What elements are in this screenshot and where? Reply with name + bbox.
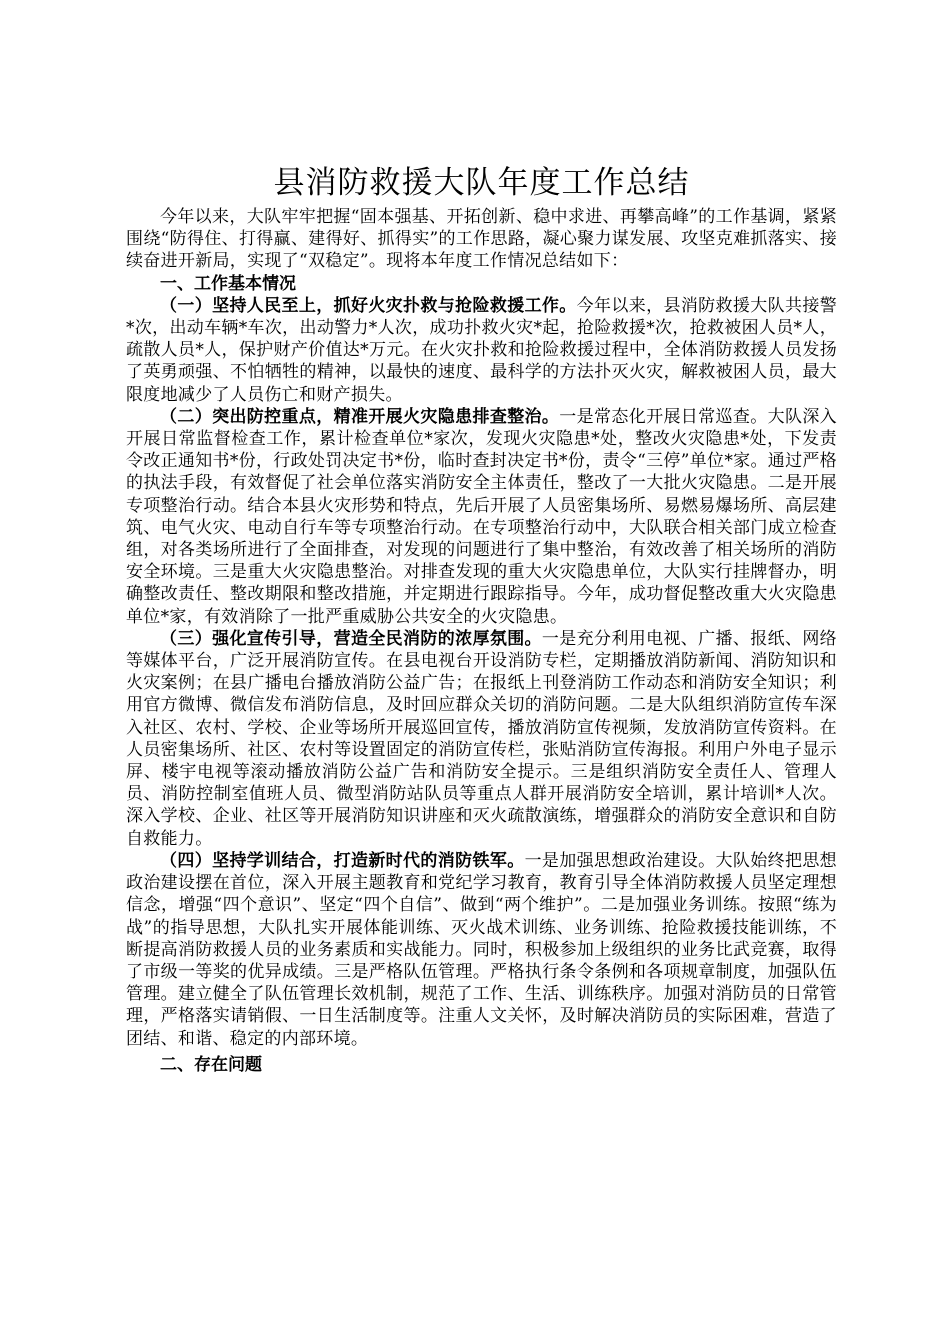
item-lead-1: （一）坚持人民至上，抓好火灾扑救与抢险救援工作。 xyxy=(160,295,577,316)
document-title: 县消防救援大队年度工作总结 xyxy=(273,165,690,201)
item-body-1: 今年以来，县消防救援大队共接警*次，出动车辆*车次，出动警力*人次，成功扑救火灾*起，抢险救援*次，抢救被困人员*人，疏散人员*人，保护财产价值达*万元。在火灾扑救和抢险救援过程中，全体消防救援人员发扬了英勇顽强、不怕牺牲的精神，以最快的速度、最科学的方法扑灭火灾，解救被困人员，最大限度地减少了人员伤亡和财产损失。 xyxy=(126,295,838,405)
item-body-3: 一是充分利用电视、广播、报纸、网络等媒体平台，广泛开展消防宣传。在县电视台开设消防专栏，定期播放消防新闻、消防知识和火灾案例；在县广播电台播放消防公益广告；在报纸上刊登消防工作动态和消防安全知识；利用官方微博、微信发布消防信息，及时回应群众关切的消防问题。二是大队组织消防宣传车深入社区、农村、学校、企业等场所开展巡回宣传，播放消防宣传视频，发放消防宣传资料。在人员密集场所、社区、农村等设置固定的消防宣传栏，张贴消防宣传海报。利用户外电子显示屏、楼宇电视等滚动播放消防公益广告和消防安全提示。三是组织消防安全责任人、管理人员、消防控制室值班人员、微型消防站队员等重点人群开展消防安全培训，累计培训*人次。深入学校、企业、社区等开展消防知识讲座和灭火疏散演练，增强群众的消防安全意识和自防自救能力。 xyxy=(126,628,837,849)
item-paragraph-3 xyxy=(126,628,837,850)
item-paragraph-2 xyxy=(126,406,837,628)
item-paragraph-1 xyxy=(126,295,837,406)
item-body-2: 一是常态化开展日常巡查。大队深入开展日常监督检查工作，累计检查单位*家次，发现火灾隐患*处，整改火灾隐患*处，下发责令改正通知书*份，行政处罚决定书*份，临时查封决定书*份，责令“三停”单位*家。通过严格的执法手段，有效督促了社会单位落实消防安全主体责任，整改了一大批火灾隐患。二是开展专项整治行动。结合本县火灾形势和特点，先后开展了人员密集场所、易燃易爆场所、高层建筑、电气火灾、电动自行车等专项整治行动。在专项整治行动中，大队联合相关部门成立检查组，对各类场所进行了全面排查，对发现的问题进行了集中整治，有效改善了相关场所的消防安全环境。三是重大火灾隐患整治。对排查发现的重大火灾隐患单位，大队实行挂牌督办，明确整改责任、整改期限和整改措施，并定期进行跟踪指导。今年，成功督促整改重大火灾隐患单位*家，有效消除了一批严重威胁公共安全的火灾隐患。 xyxy=(126,406,837,627)
item-body-4: 一是加强思想政治建设。大队始终把思想政治建设摆在首位，深入开展主题教育和党纪学习教育，教育引导全体消防救援人员坚定理想信念，增强“四个意识”、坚定“四个自信”、做到“两个维护”。二是加强业务训练。按照“练为战”的指导思想，大队扎实开展体能训练、灭火战术训练、业务训练、抢险救援技能训练，不断提高消防救援人员的业务素质和实战能力。同时，积极参加上级组织的业务比武竞赛，取得了市级一等奖的优异成绩。三是严格队伍管理。严格执行条令条例和各项规章制度，加强队伍管理。建立健全了队伍管理长效机制，规范了工作、生活、训练秩序。加强对消防员的日常管理，严格落实请销假、一日生活制度等。注重人文关怀，及时解决消防员的实际困难，营造了团结、和谐、稳定的内部环境。 xyxy=(126,850,837,1049)
item-paragraph-4 xyxy=(126,850,837,1050)
intro-paragraph: 今年以来，大队牢牢把握“固本强基、开拓创新、稳中求进、再攀高峰”的工作基调，紧紧围绕“防得住、打得赢、建得好、抓得实”的工作思路，凝心聚力谋发展、攻坚克难抓落实、接续奋进开新局，实现了“双稳定”。现将本年度工作情况总结如下： xyxy=(126,207,837,272)
document-page xyxy=(126,160,837,1076)
item-lead-4: （四）坚持学训结合，打造新时代的消防铁军。 xyxy=(160,850,525,871)
section-heading-2: 二、存在问题 xyxy=(160,1054,262,1075)
section-heading-1: 一、工作基本情况 xyxy=(160,273,296,294)
item-lead-3: （三）强化宣传引导，营造全民消防的浓厚氛围。 xyxy=(160,628,542,649)
item-lead-2: （二）突出防控重点，精准开展火灾隐患排查整治。 xyxy=(160,406,560,427)
